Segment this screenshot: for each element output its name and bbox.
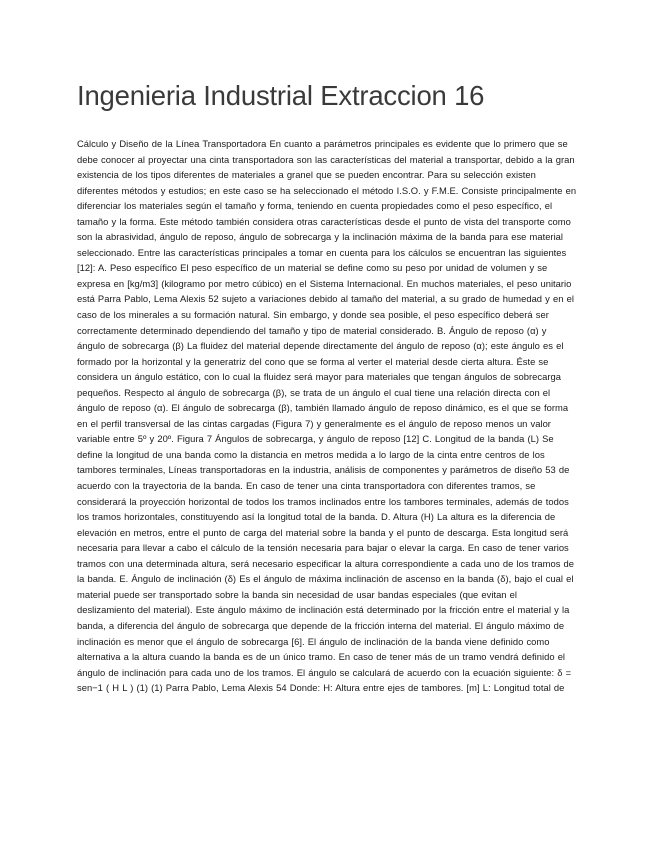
document-body-text: Cálculo y Diseño de la Línea Transportadora En cuanto a parámetros principales es evidente que lo primero que se debe conocer al proyectar una cinta transportadora son las características del material a transportar, debido a la gran existencia de los tipos diferentes de materiales a granel que se pueden encontrar. Para su selección existen diferentes métodos y estudios; en este caso se ha seleccionado el método I.S.O. y F.M.E. Consiste principalmente en diferenciar los materiales según el tamaño y forma, teniendo en cuenta propiedades como el peso específico, el tamaño y la forma. Este método también considera otras características desde el punto de vista del transporte como son la abrasividad, ángulo de reposo, ángulo de sobrecarga y la inclinación máxima de la banda para ese material seleccionado. Entre las características principales a tomar en cuenta para los cálculos se encuentran las siguientes [12]: A. Peso específico El peso específico de un material se define como su peso por unidad de volumen y se expresa en [kg/m3] (kilogramo por metro cúbico) en el Sistema Internacional. En muchos materiales, el peso unitario está Parra Pablo, Lema Alexis 52 sujeto a variaciones debido al tamaño del material, a su grado de humedad y en el caso de los minerales a su formación natural. Sin embargo, y donde sea posible, el peso específico deberá ser correctamente determinado dependiendo del tamaño y tipo de material considerado. B. Ángulo de reposo (α) y ángulo de sobrecarga (β) La fluidez del material depende directamente del ángulo de reposo (α); este ángulo es el formado por la horizontal y la generatriz del cono que se forma al verter el material desde cierta altura. Éste se considera un ángulo estático, con lo cual la fluidez será mayor para materiales que tengan ángulos de sobrecarga pequeños. Respecto al ángulo de sobrecarga (β), se trata de un ángulo el cual tiene una relación directa con el ángulo de reposo (α). El ángulo de sobrecarga (β), también llamado ángulo de reposo dinámico, es el que se forma en el perfil transversal de las cintas cargadas (Figura 7) y generalmente es el ángulo de reposo menos un valor variable entre 5º y 20º. Figura 7 Ángulos de sobrecarga, y ángulo de reposo [12] C. Longitud de la banda (L) Se define la longitud de una banda como la distancia en metros medida a lo largo de la cinta entre centros de los tambores terminales, Líneas transportadoras en la industria, análisis de componentes y parámetros de diseño 53 de acuerdo con la trayectoria de la banda. En caso de tener una cinta transportadora con diferentes tramos, se considerará la proyección horizontal de todos los tramos inclinados entre los tambores terminales, además de todos los tramos horizontales, constituyendo así la longitud total de la banda. D. Altura (H) La altura es la diferencia de elevación en metros, entre el punto de carga del material sobre la banda y el punto de descarga. Esta longitud será necesaria para llevar a cabo el cálculo de la tensión necesaria para bajar o elevar la carga. En caso de tener varios tramos con una determinada altura, será necesario especificar la altura correspondiente a cada uno de los tramos de la banda. E. Ángulo de inclinación (δ) Es el ángulo de máxima inclinación de ascenso en la banda (δ), bajo el cual el material puede ser transportado sobre la banda sin necesidad de usar bandas especiales (que evitan el deslizamiento del material). Este ángulo máximo de inclinación está determinado por la fricción entre el material y la banda, a diferencia del ángulo de sobrecarga que depende de la fricción interna del material. El ángulo máximo de inclinación es menor que el ángulo de sobrecarga [6]. El ángulo de inclinación de la banda viene definido como alternativa a la altura cuando la banda es de un único tramo. En caso de tener más de un tramo vendrá definido el ángulo de inclinación para cada uno de los tramos. El ángulo se calculará de acuerdo con la ecuación siguiente: δ = sen−1 ( H L ) (1) (1) Parra Pablo, Lema Alexis 54 Donde: H: Altura entre ejes de tambores. [m] L: Longitud total de — [77, 138, 577, 694]
document-title: Ingenieria Industrial Extraccion 16 — [77, 80, 485, 111]
